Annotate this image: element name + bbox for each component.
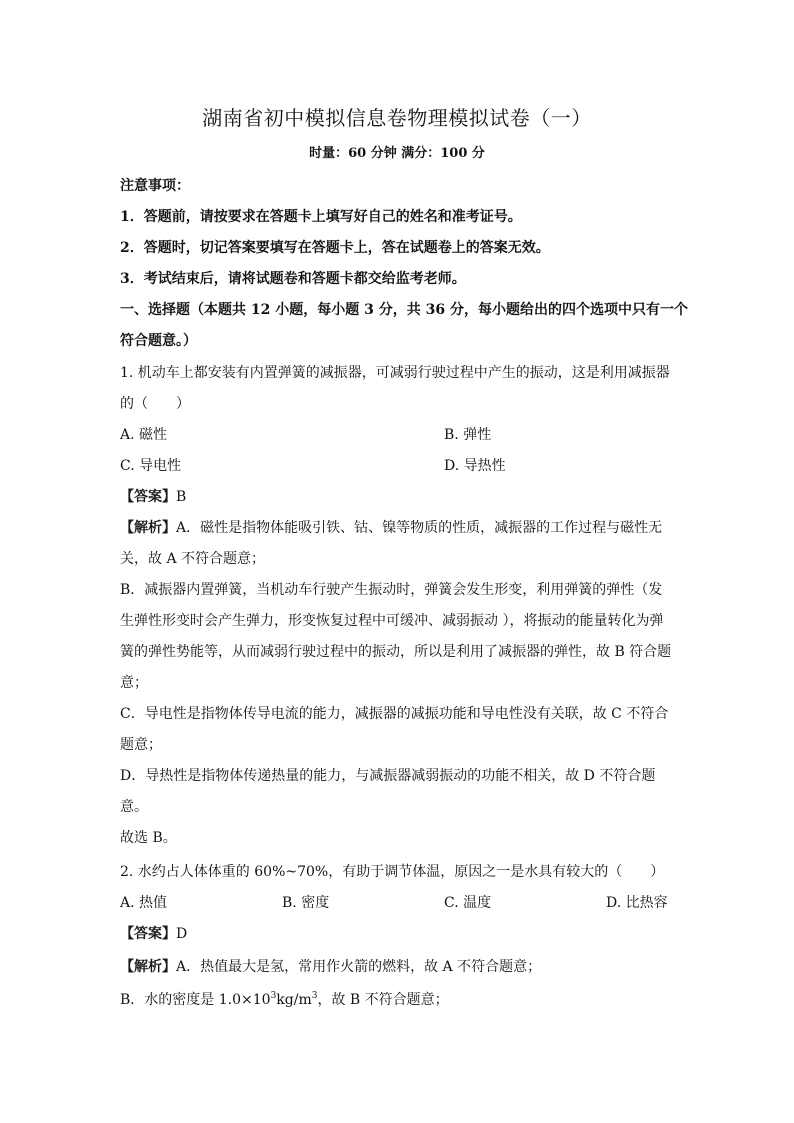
question-2-stem: 2. 水约占人体体重的 60%~70%，有助于调节体温，原因之一是水具有较大的（ ） bbox=[120, 864, 665, 880]
q1-analysis-line: 题意； bbox=[120, 737, 162, 753]
notes-heading: 注意事项： bbox=[120, 178, 190, 194]
q1-conclusion: 故选 B。 bbox=[120, 830, 177, 846]
q1-analysis-line bbox=[120, 518, 680, 538]
note-item: 2．答题时，切记答案要填写在答题卡上，答在试题卷上的答案无效。 bbox=[120, 240, 550, 256]
q2-analysis-line bbox=[120, 957, 680, 977]
analysis-tag: 【解析】 bbox=[120, 959, 176, 975]
q2-analysis-density bbox=[120, 990, 680, 1010]
q2-answer bbox=[120, 924, 680, 944]
q2-option-c: C. 温度 bbox=[444, 895, 492, 911]
q2-option-d: D. 比热容 bbox=[606, 895, 668, 911]
q1-answer bbox=[120, 487, 680, 507]
section-heading: 一、选择题（本题共 12 小题，每小题 3 分，共 36 分，每小题给出的四个选项中只有一个 bbox=[120, 302, 688, 318]
q1-analysis-line: C．导电性是指物体传导电流的能力，减振器的减振功能和导电性没有关联，故 C 不符合 bbox=[120, 706, 669, 722]
analysis-text: A．热值最大是氢，常用作火箭的燃料，故 A 不符合题意； bbox=[176, 959, 542, 975]
analysis-text: A．磁性是指物体能吸引铁、钴、镍等物质的性质，减振器的工作过程与磁性无 bbox=[176, 520, 663, 536]
q1-analysis-line: 意。 bbox=[120, 799, 148, 815]
density-exponent: 3 bbox=[270, 991, 277, 1001]
q1-option-d: D. 导热性 bbox=[444, 458, 506, 474]
q1-option-c: C. 导电性 bbox=[120, 458, 182, 474]
question-1-stem-cont: 的（ ） bbox=[120, 396, 190, 412]
note-item: 3．考试结束后，请将试题卷和答题卡都交给监考老师。 bbox=[120, 271, 466, 287]
q1-analysis-line: 意； bbox=[120, 675, 148, 691]
density-unit-exponent: 3 bbox=[311, 991, 318, 1001]
q1-option-b: B. 弹性 bbox=[444, 427, 492, 443]
answer-value: B bbox=[176, 489, 187, 505]
q1-option-a: A. 磁性 bbox=[120, 427, 168, 443]
answer-value: D bbox=[176, 926, 188, 942]
q2-option-a: A. 热值 bbox=[120, 895, 168, 911]
exam-duration-score: 时量：60 分钟 满分：100 分 bbox=[309, 146, 485, 161]
density-prefix: B．水的密度是 1.0×10 bbox=[120, 992, 271, 1008]
analysis-tag: 【解析】 bbox=[120, 520, 176, 536]
q1-analysis-line: B．减振器内置弹簧，当机动车行驶产生振动时，弹簧会发生形变，利用弹簧的弹性（发 bbox=[120, 582, 663, 598]
q2-option-b: B. 密度 bbox=[282, 895, 330, 911]
density-unit: kg/m bbox=[276, 992, 312, 1008]
q1-analysis-line: 关，故 A 不符合题意； bbox=[120, 551, 266, 567]
q1-analysis-line: 生弹性形变时会产生弹力，形变恢复过程中可缓冲、减弱振动 ），将振动的能量转化为弹 bbox=[120, 613, 664, 629]
density-suffix: ，故 B 不符合题意； bbox=[317, 992, 449, 1008]
answer-tag: 【答案】 bbox=[120, 489, 176, 505]
page-title: 湖南省初中模拟信息卷物理模拟试卷（一） bbox=[202, 106, 592, 130]
section-heading-cont: 符合题意。） bbox=[120, 333, 197, 349]
question-1-stem: 1. 机动车上都安装有内置弹簧的减振器，可减弱行驶过程中产生的振动，这是利用减振器 bbox=[120, 365, 670, 381]
q1-analysis-line: D．导热性是指物体传递热量的能力，与减振器减弱振动的功能不相关，故 D 不符合题 bbox=[120, 768, 656, 784]
note-item: 1．答题前，请按要求在答题卡上填写好自己的姓名和准考证号。 bbox=[120, 209, 522, 225]
q1-analysis-line: 簧的弹性势能等，从而减弱行驶过程中的振动，所以是利用了减振器的弹性，故 B 符合题 bbox=[120, 644, 672, 660]
answer-tag: 【答案】 bbox=[120, 926, 176, 942]
